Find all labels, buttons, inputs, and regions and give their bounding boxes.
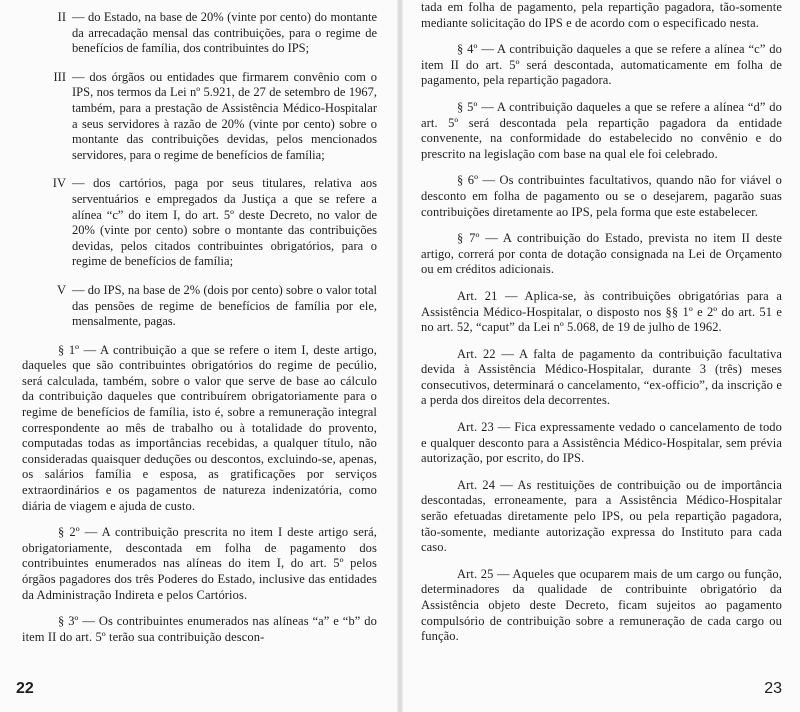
paragraph-1: § 1º — A contribuição a que se refere o item I, deste artigo, daqueles que são contribuintes obrigatórios do regime de pecúlio, será calculada, também, sobre o valor que serve de base ao cálculo da contribuição daqueles que contribuírem obrigatoriamente para o regime de benefícios de família, isto é, sobre a remuneração integral correspondente ao mês de trabalho ou à totalidade do provento, computadas todas as importâncias recebidas, a qualquer título, não consideradas quaisquer deduções ou descontos, excluindo-se, apenas, os salários família e esposa, as gratificações por serviços extraordinários e os pagamentos de natureza indenizatória, como diária de viagem e ajuda de custo. — [22, 342, 377, 513]
item-numeral: II — [57, 10, 66, 24]
left-page — [0, 0, 397, 712]
items-list — [12, 10, 377, 330]
item-numeral: III — [53, 69, 66, 84]
article-21: Art. 21 — Aplica-se, às contribuições obrigatórias para a Assistência Médico-Hospitalar, o disposto nos §§ 1º e 2º do art. 51 e no art. 52, “caput” da Lei nº 5.068, de 19 de julho de 1962. — [421, 288, 782, 335]
paragraph-3: § 3º — Os contribuintes enumerados nas alíneas “a” e “b” do item II do art. 5º terão sua contribuição descon- — [22, 614, 377, 644]
continuation-text: tada em folha de pagamento, pela repartição pagadora, tão-somente mediante solicitação do IPS e de acordo com o especificado nesta. — [421, 0, 782, 30]
article-24: Art. 24 — As restituições de contribuição ou de importância descontadas, erroneamente, para a Assistência Médico-Hospitalar serão efetuadas diretamente pelo IPS, ou pela repartição pagadora, tão-somente, mediante autorização expressa do Instituto para cada caso. — [421, 477, 782, 555]
list-item — [12, 283, 377, 330]
paragraph-7: § 7º — A contribuição do Estado, prevista no item II deste artigo, correrá por conta de dotação consignada na Lei de Orçamento ou em créditos adicionais. — [421, 231, 782, 277]
item-text: — do IPS, na base de 2% (dois por cento) sobre o valor total das pensões de regime de benefícios de família por ele, mensalmente, pagas. — [72, 282, 377, 329]
item-text: — do Estado, na base de 20% (vinte por cento) do montante da arrecadação mensal das contribuições, para o regime de benefícios de família, dos contribuintes do IPS; — [72, 10, 377, 56]
paragraph-2: § 2º — A contribuição prescrita no item I deste artigo será, obrigatoriamente, descontada em folha de pagamento dos contribuintes enumerados nas alíneas do item I, do art. 5º pelos órgãos pagadores dos três Poderes do Estado, inclusive das entidades da Administração Indireta e pelos Cartórios. — [22, 525, 377, 602]
right-page — [403, 0, 800, 712]
list-item — [12, 70, 377, 164]
article-22: Art. 22 — A falta de pagamento da contribuição facultativa devida à Assistência Médico-Hospitalar, durante 3 (três) meses consecutivos, determinará o cancelamento, “ex-officio”, da inscrição e a perda dos direitos dela decorrentes. — [421, 346, 782, 408]
paragraph-6: § 6º — Os contribuintes facultativos, quando não for viável o desconto em folha de pagamento ou se o desejarem, pagarão suas contribuições diretamente ao IPS, pela forma que este estabelecer. — [421, 173, 782, 219]
item-text: — dos cartórios, paga por seus titulares, relativa aos serventuários e empregados da Justiça a que se refere a alínea “c” do item I, do art. 5º deste Decreto, no valor de 20% (vinte por cento) sobre o montante das contribuições devidas, pelos citados contribuintes obrigatórios, para o regime de benefícios de família; — [72, 176, 377, 269]
page-number: 23 — [764, 680, 782, 697]
item-numeral: V — [56, 282, 66, 297]
paragraph-5: § 5º — A contribuição daqueles a que se refere a alínea “d” do art. 5º será descontada pela repartição pagadora da entidade convenente, na conformidade do estabelecido no convênio e do prescrito na legislação com base na qual ele foi celebrado. — [421, 99, 782, 161]
list-item — [12, 10, 377, 57]
article-23: Art. 23 — Fica expressamente vedado o cancelamento de todo e qualquer desconto para a Assistência Médico-Hospitalar, sem prévia autorização, por escrito, do IPS. — [421, 420, 782, 466]
item-text: — dos órgãos ou entidades que firmarem convênio com o IPS, nos termos da Lei nº 5.921, de 27 de setembro de 1967, também, para a prestação de Assistência Médico-Hospitalar a seus servidores à razão de 20% (vinte por cento) sobre o montante das contribuições devidas, pelos mencionados servidores, para o regime de benefícios de família; — [72, 69, 377, 162]
list-item — [12, 176, 377, 270]
paragraph-4: § 4º — A contribuição daqueles a que se refere a alínea “c” do item II do art. 5º será descontada, automaticamente em folha de pagamento, pela repartição pagadora. — [421, 42, 782, 88]
page-number: 22 — [16, 680, 34, 697]
article-25: Art. 25 — Aqueles que ocuparem mais de um cargo ou função, determinadores da qualidade de contribuinte obrigatório da Assistência objeto deste Decreto, ficam sujeitos ao pagamento compulsório de contribuição sobre a remuneração de cada cargo ou função. — [421, 566, 782, 644]
item-numeral: IV — [52, 176, 66, 191]
